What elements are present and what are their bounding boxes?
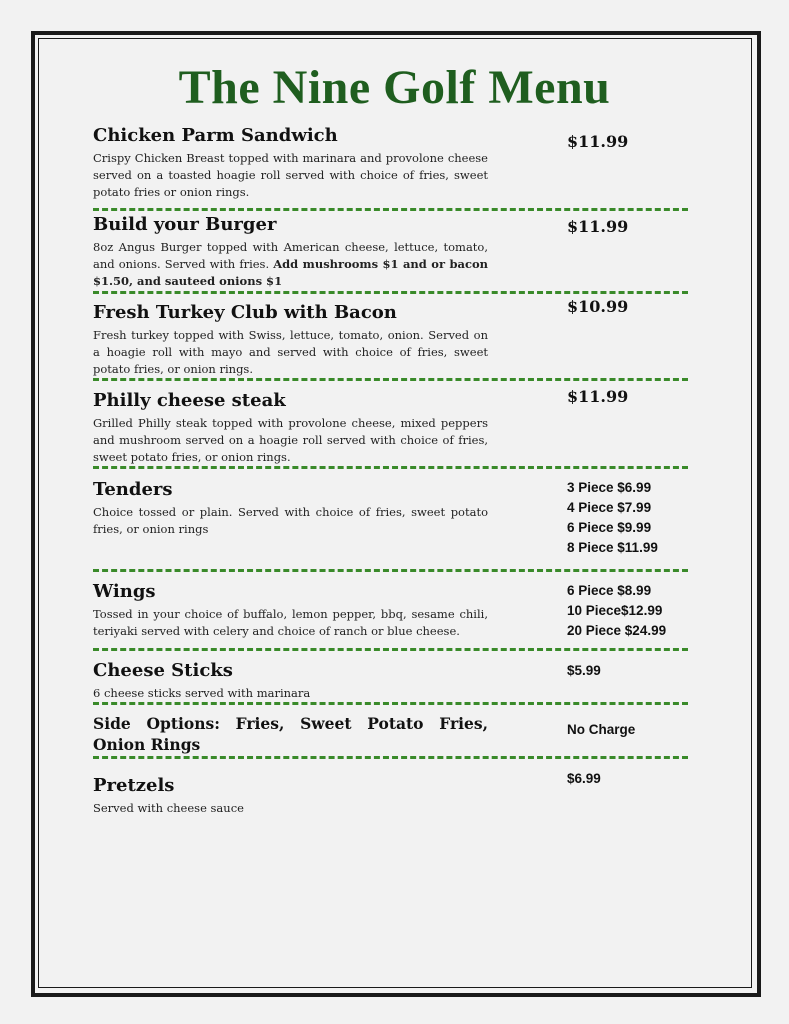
separator (93, 569, 688, 572)
separator (93, 466, 688, 469)
item-name: Wings (93, 581, 156, 602)
item-name: Tenders (93, 479, 173, 500)
item-name: Fresh Turkey Club with Bacon (93, 302, 397, 323)
price-option: 6 Piece $8.99 (567, 583, 652, 598)
separator (93, 208, 688, 211)
item-price: $6.99 (567, 771, 601, 786)
item-name: Philly cheese steak (93, 390, 286, 411)
item-description: Tossed in your choice of buffalo, lemon pepper, bbq, sesame chili, teriyaki served with celery and choice of ranch or blue cheese. (93, 607, 488, 638)
item-price: $10.99 (567, 297, 629, 316)
item-description: Grilled Philly steak topped with provolone cheese, mixed peppers and mushroom served on a hoagie roll served with choice of fries, sweet potato fries, or onion rings. (93, 416, 488, 464)
menu-item-pretzels (93, 775, 488, 817)
menu-item-wings (93, 581, 488, 640)
price-option: 10 Piece$12.99 (567, 603, 663, 618)
item-name: Pretzels (93, 775, 175, 796)
menu-item-chicken-parm (93, 125, 488, 201)
menu-item-tenders (93, 479, 488, 538)
separator (93, 291, 688, 294)
item-name: Chicken Parm Sandwich (93, 125, 338, 146)
separator (93, 378, 688, 381)
item-price-list (567, 581, 666, 641)
menu-item-side-options (93, 713, 488, 755)
price-option: 8 Piece $11.99 (567, 540, 658, 555)
item-description: Crispy Chicken Breast topped with marinara and provolone cheese served on a toasted hoagie roll served with choice of fries, sweet potato fries or onion rings. (93, 151, 488, 199)
price-option: 4 Piece $7.99 (567, 500, 652, 515)
menu-title: The Nine Golf Menu (178, 61, 611, 114)
item-name: Build your Burger (93, 214, 277, 235)
menu-item-turkey-club (93, 302, 488, 378)
item-description: Fresh turkey topped with Swiss, lettuce, tomato, onion. Served on a hoagie roll with mayo and served with choice of fries, sweet potato fries, or onion rings. (93, 328, 488, 376)
separator (93, 702, 688, 705)
separator (93, 648, 688, 651)
separator (93, 756, 688, 759)
item-price: $11.99 (567, 217, 629, 236)
price-option: 20 Piece $24.99 (567, 623, 667, 638)
menu-item-cheese-sticks (93, 660, 488, 702)
menu-item-philly (93, 390, 488, 466)
item-name: Cheese Sticks (93, 660, 233, 681)
item-price: $5.99 (567, 663, 601, 678)
menu-item-burger (93, 214, 488, 290)
item-description: Served with cheese sauce (93, 801, 244, 815)
price-option: 6 Piece $9.99 (567, 520, 652, 535)
item-price: No Charge (567, 722, 636, 737)
item-description: 6 cheese sticks served with marinara (93, 686, 311, 700)
item-description (93, 239, 488, 290)
item-description-addons: Add mushrooms $1 and or bacon $1.50, and sauteed onions $1 (93, 257, 488, 288)
item-price: $11.99 (567, 132, 629, 151)
price-option: 3 Piece $6.99 (567, 480, 652, 495)
item-description: Choice tossed or plain. Served with choice of fries, sweet potato fries, or onion rings (93, 505, 488, 536)
item-price-list (567, 478, 658, 558)
item-name: Side Options: Fries, Sweet Potato Fries, Onion Rings (93, 714, 488, 754)
item-price: $11.99 (567, 387, 629, 406)
item-description-text: 8oz Angus Burger topped with American cheese, lettuce, tomato, and onions. Served with fries. (93, 240, 488, 271)
